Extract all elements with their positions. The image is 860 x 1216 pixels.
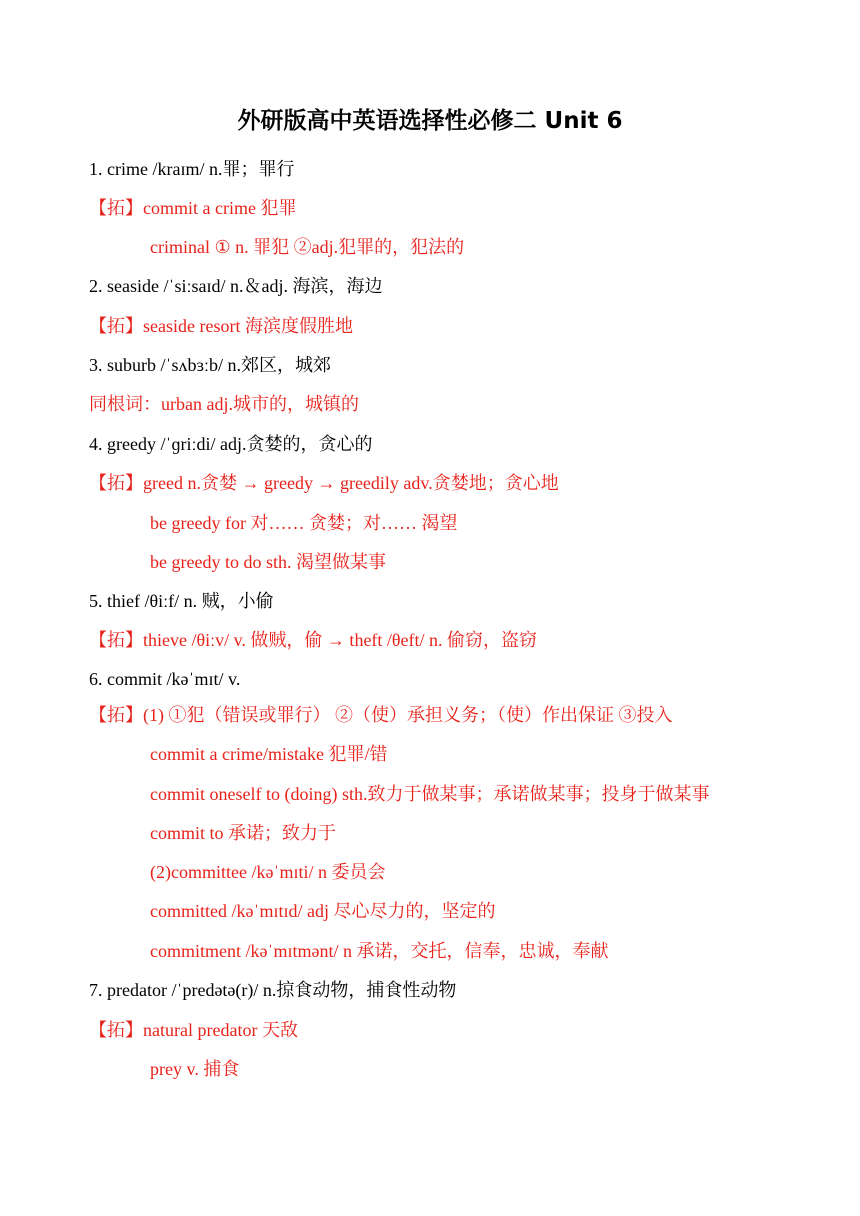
entry-1-crime: 1. crime /kraɪm/ n.罪；罪行 [89, 159, 295, 179]
extension-4-greed: 【拓】greed n.贪婪 → greedy → greedily adv.贪婪地；贪心地 [89, 473, 559, 493]
extension-7-natural-predator: 【拓】natural predator 天敌 [89, 1020, 298, 1040]
entry-5-thief: 5. thief /θiːf/ n. 贼，小偷 [89, 591, 274, 611]
entry-2-seaside: 2. seaside /ˈsiːsaɪd/ n.＆adj. 海滨，海边 [89, 276, 383, 296]
extension-2-seaside-resort: 【拓】seaside resort 海滨度假胜地 [89, 316, 353, 336]
extension-4-greedy-to: be greedy to do sth. 渴望做某事 [150, 552, 386, 572]
extension-6-commit-crime: commit a crime/mistake 犯罪/错 [150, 744, 388, 764]
page-title: 外研版高中英语选择性必修二 Unit 6 [237, 108, 623, 134]
extension-1-criminal: criminal ① n. 罪犯 ②adj.犯罪的，犯法的 [150, 237, 465, 257]
extension-6-commit-oneself: commit oneself to (doing) sth.致力于做某事；承诺做某事；投身于做某事 [150, 784, 710, 804]
extension-1-commit-crime: 【拓】commit a crime 犯罪 [89, 198, 297, 218]
extension-6-commitment: commitment /kəˈmɪtmənt/ n 承诺，交托，信奉，忠诚，奉献 [150, 941, 609, 961]
entry-6-commit: 6. commit /kəˈmɪt/ v. [89, 669, 241, 689]
entry-3-suburb: 3. suburb /ˈsʌbɜːb/ n.郊区，城郊 [89, 355, 332, 375]
cognate-3-urban: 同根词：urban adj.城市的，城镇的 [89, 394, 359, 414]
extension-6-committed: committed /kəˈmɪtɪd/ adj 尽心尽力的，坚定的 [150, 901, 496, 921]
extension-6-commit-to: commit to 承诺；致力于 [150, 823, 336, 843]
entry-7-predator: 7. predator /ˈpredətə(r)/ n.掠食动物，捕食性动物 [89, 980, 457, 1000]
extension-7-prey: prey v. 捕食 [150, 1059, 240, 1079]
extension-6-meanings: 【拓】(1) ①犯（错误或罪行） ②（使）承担义务；（使）作出保证 ③投入 [89, 705, 673, 725]
extension-4-greedy-for: be greedy for 对…… 贪婪；对…… 渴望 [150, 513, 458, 533]
entry-4-greedy: 4. greedy /ˈɡriːdi/ adj.贪婪的，贪心的 [89, 434, 373, 454]
extension-6-committee: (2)committee /kəˈmɪti/ n 委员会 [150, 862, 386, 882]
extension-5-thieve: 【拓】thieve /θiːv/ v. 做贼，偷 → theft /θeft/ n. 偷窃，盗窃 [89, 630, 538, 650]
